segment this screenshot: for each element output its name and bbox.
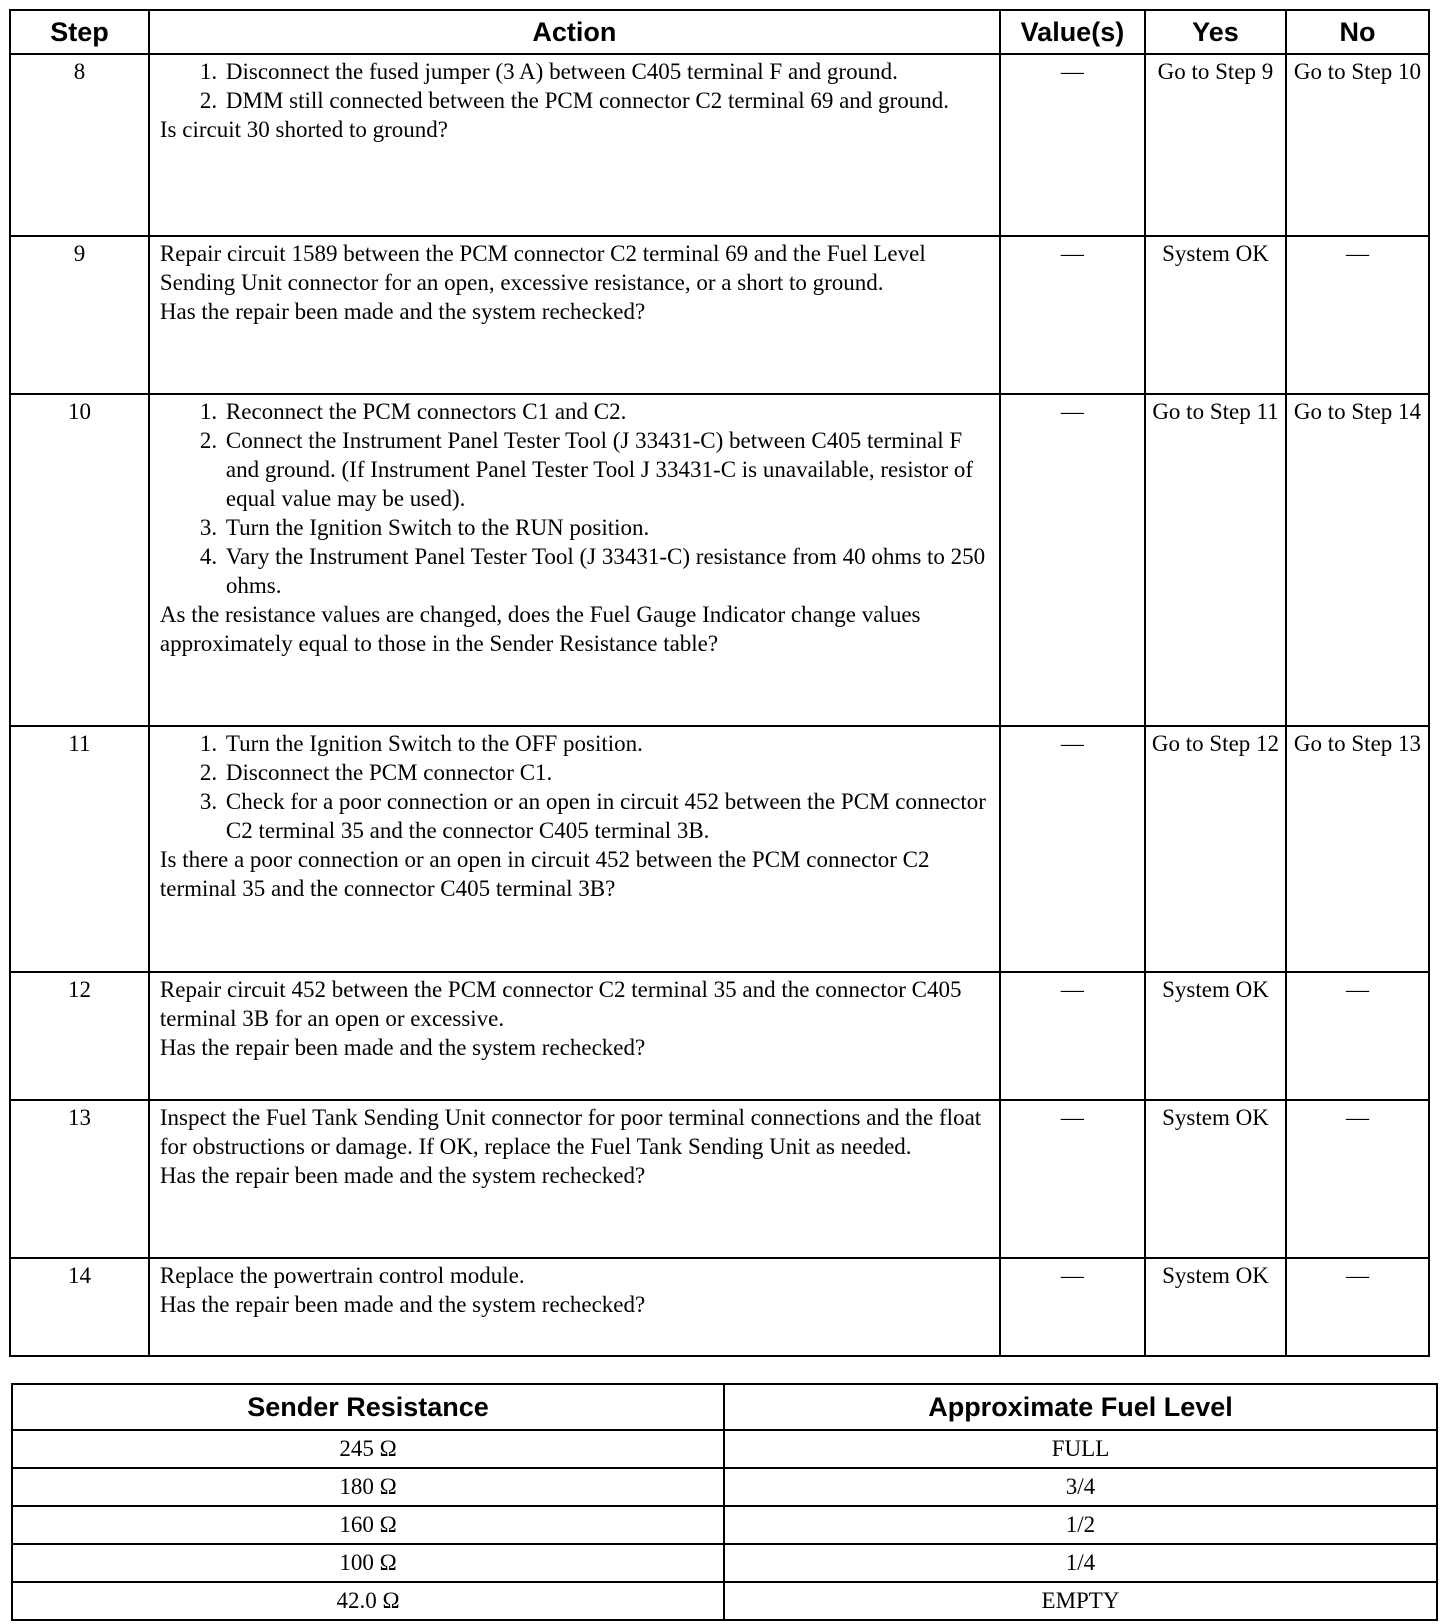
step-number: 10 xyxy=(10,394,149,726)
no-cell: Go to Step 14 xyxy=(1286,394,1429,726)
yes-cell: Go to Step 12 xyxy=(1145,726,1286,972)
table-row xyxy=(10,236,1429,394)
action-column-header: Action xyxy=(149,10,1000,54)
action-cell xyxy=(149,972,1000,1100)
step-number: 12 xyxy=(10,972,149,1100)
no-cell: Go to Step 13 xyxy=(1286,726,1429,972)
table-row xyxy=(12,1582,1437,1620)
yes-cell: Go to Step 11 xyxy=(1145,394,1286,726)
action-step: 2. DMM still connected between the PCM connector C2 terminal 69 and ground. xyxy=(199,88,949,113)
action-cell xyxy=(149,54,1000,236)
action-cell xyxy=(149,1258,1000,1356)
values-cell: — xyxy=(1000,1258,1145,1356)
fuel-level-value: EMPTY xyxy=(724,1582,1437,1620)
step-number: 11 xyxy=(10,726,149,972)
action-steps-list xyxy=(160,729,987,845)
sender-resistance-header: Sender Resistance xyxy=(12,1384,724,1430)
values-cell: — xyxy=(1000,236,1145,394)
sender-resistance-table xyxy=(11,1383,1438,1621)
values-cell: — xyxy=(1000,54,1145,236)
resistance-header-row xyxy=(12,1384,1437,1430)
action-question: As the resistance values are changed, does the Fuel Gauge Indicator change values approximately equal to those in the Sender Resistance table? xyxy=(159,602,921,656)
step-number: 9 xyxy=(10,236,149,394)
action-steps-list xyxy=(160,57,987,115)
table-row xyxy=(12,1430,1437,1468)
step-number: 8 xyxy=(10,54,149,236)
table-row xyxy=(10,1258,1429,1356)
step-number: 14 xyxy=(10,1258,149,1356)
fuel-level-value: FULL xyxy=(724,1430,1437,1468)
action-cell xyxy=(149,1100,1000,1258)
action-question: Has the repair been made and the system rechecked? xyxy=(159,1292,646,1317)
diagnostic-table xyxy=(9,9,1430,1357)
action-text: Inspect the Fuel Tank Sending Unit connector for poor terminal connections and the float for obstructions or damage. If OK, replace the Fuel Tank Sending Unit as needed. xyxy=(159,1105,982,1159)
action-question: Has the repair been made and the system rechecked? xyxy=(159,1163,646,1188)
action-question: Is circuit 30 shorted to ground? xyxy=(159,117,448,142)
no-cell: Go to Step 10 xyxy=(1286,54,1429,236)
yes-cell: System OK xyxy=(1145,1100,1286,1258)
action-step: 4. Vary the Instrument Panel Tester Tool (J 33431-C) resistance from 40 ohms to 250 ohms. xyxy=(199,544,986,598)
table-row xyxy=(10,394,1429,726)
fuel-level-value: 1/4 xyxy=(724,1544,1437,1582)
table-row xyxy=(12,1506,1437,1544)
no-column-header: No xyxy=(1286,10,1429,54)
no-cell: — xyxy=(1286,236,1429,394)
step-column-header: Step xyxy=(10,10,149,54)
action-question: Has the repair been made and the system rechecked? xyxy=(159,299,646,324)
action-step: 1. Reconnect the PCM connectors C1 and C2. xyxy=(199,399,627,424)
action-step: 3. Check for a poor connection or an open in circuit 452 between the PCM connector C2 terminal 35 and the connector C405 terminal 3B. xyxy=(199,789,986,843)
action-question: Has the repair been made and the system rechecked? xyxy=(159,1035,646,1060)
values-column-header: Value(s) xyxy=(1000,10,1145,54)
values-cell: — xyxy=(1000,1100,1145,1258)
action-step: 3. Turn the Ignition Switch to the RUN position. xyxy=(199,515,650,540)
diagnostic-header-row xyxy=(10,10,1429,54)
table-row xyxy=(10,54,1429,236)
action-text: Repair circuit 452 between the PCM connector C2 terminal 35 and the connector C405 terminal 3B for an open or excessive. xyxy=(159,977,962,1031)
action-step: 1. Disconnect the fused jumper (3 A) between C405 terminal F and ground. xyxy=(199,59,898,84)
resistance-value: 160 Ω xyxy=(12,1506,724,1544)
values-cell: — xyxy=(1000,726,1145,972)
yes-cell: System OK xyxy=(1145,236,1286,394)
resistance-value: 100 Ω xyxy=(12,1544,724,1582)
table-row xyxy=(12,1468,1437,1506)
no-cell: — xyxy=(1286,972,1429,1100)
fuel-level-header: Approximate Fuel Level xyxy=(724,1384,1437,1430)
table-row xyxy=(10,1100,1429,1258)
action-text: Replace the powertrain control module. xyxy=(159,1263,525,1288)
resistance-value: 42.0 Ω xyxy=(12,1582,724,1620)
no-cell: — xyxy=(1286,1100,1429,1258)
resistance-value: 245 Ω xyxy=(12,1430,724,1468)
no-cell: — xyxy=(1286,1258,1429,1356)
resistance-value: 180 Ω xyxy=(12,1468,724,1506)
yes-cell: System OK xyxy=(1145,1258,1286,1356)
values-cell: — xyxy=(1000,972,1145,1100)
action-question: Is there a poor connection or an open in circuit 452 between the PCM connector C2 terminal 35 and the connector C405 terminal 3B? xyxy=(159,847,930,901)
action-cell xyxy=(149,236,1000,394)
yes-cell: Go to Step 9 xyxy=(1145,54,1286,236)
step-number: 13 xyxy=(10,1100,149,1258)
table-row xyxy=(10,726,1429,972)
fuel-level-value: 1/2 xyxy=(724,1506,1437,1544)
action-cell xyxy=(149,394,1000,726)
action-step: 2. Connect the Instrument Panel Tester Tool (J 33431-C) between C405 terminal F and ground. (If Instrument Panel Tester Tool J 33431-C is unavailable, resistor of equal value may be used). xyxy=(199,428,974,511)
values-cell: — xyxy=(1000,394,1145,726)
action-steps-list xyxy=(160,397,987,600)
yes-column-header: Yes xyxy=(1145,10,1286,54)
table-row xyxy=(12,1544,1437,1582)
table-row xyxy=(10,972,1429,1100)
action-step: 2. Disconnect the PCM connector C1. xyxy=(199,760,553,785)
action-cell xyxy=(149,726,1000,972)
action-step: 1. Turn the Ignition Switch to the OFF position. xyxy=(199,731,643,756)
action-text: Repair circuit 1589 between the PCM connector C2 terminal 69 and the Fuel Level Sending Unit connector for an open, excessive resistance, or a short to ground. xyxy=(159,241,926,295)
yes-cell: System OK xyxy=(1145,972,1286,1100)
fuel-level-value: 3/4 xyxy=(724,1468,1437,1506)
